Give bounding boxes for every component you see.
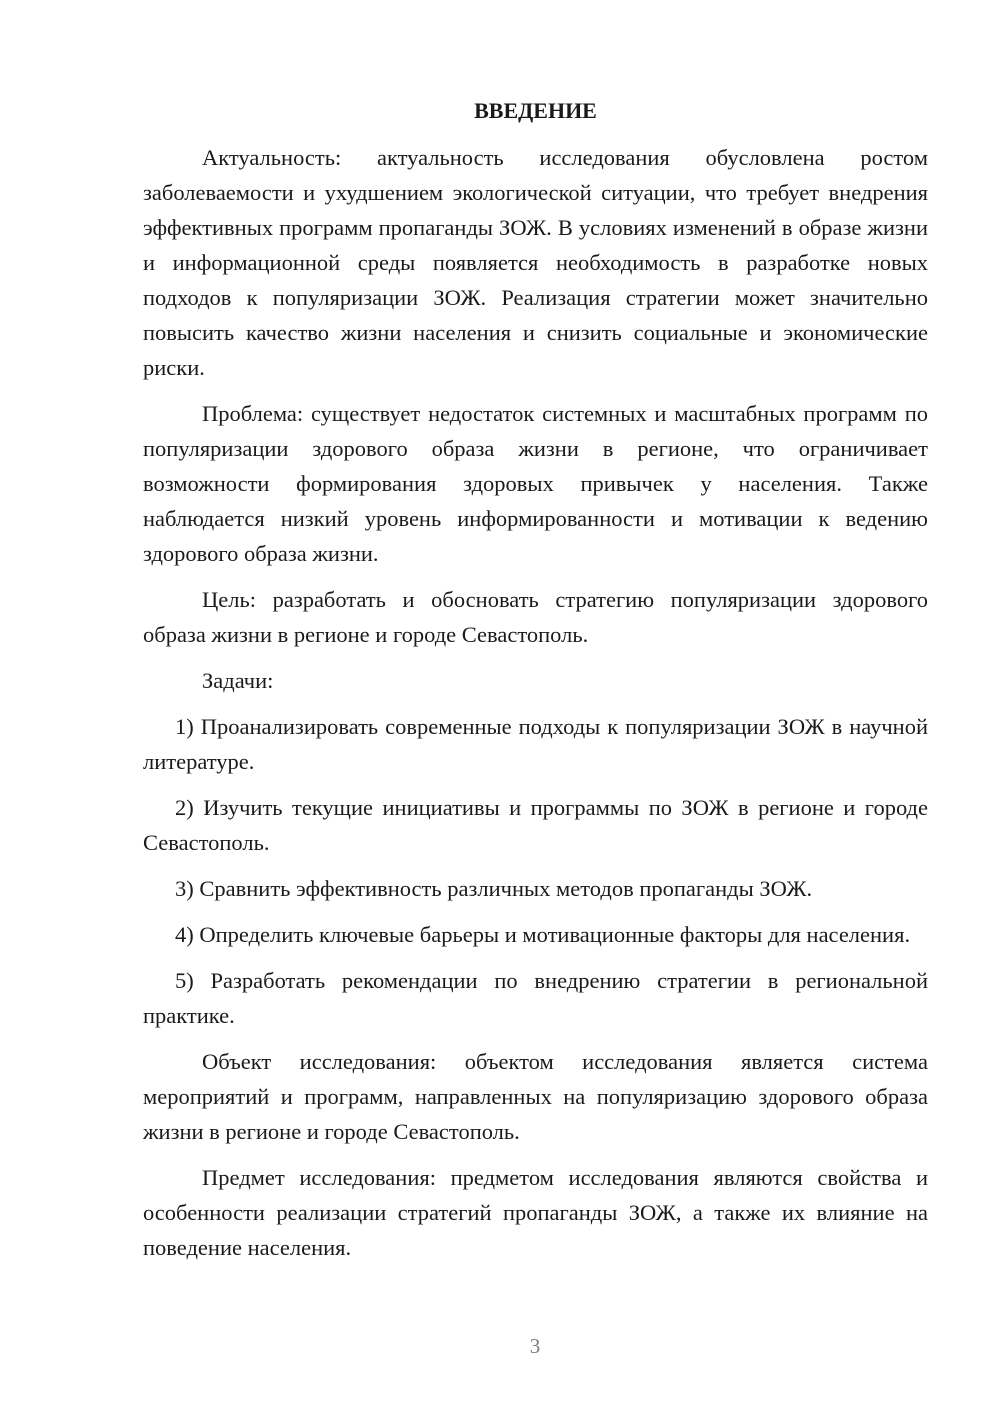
page-number: 3 [529, 1334, 541, 1358]
document-page [143, 94, 928, 1265]
task-item-3: 3) Сравнить эффективность различных методов пропаганды ЗОЖ. [175, 876, 813, 901]
task-item-1: 1) Проанализировать современные подходы к популяризации ЗОЖ в научной литературе. [143, 714, 928, 774]
tasks-heading: Задачи: [202, 668, 274, 693]
paragraph-relevance: Актуальность: актуальность исследования обусловлена ростом заболеваемости и ухудшением экологической ситуации, что требует внедрения эффективных программ пропаганды ЗОЖ. В условиях изменений в образе жизни и информационной среды появляется необходимость в разработке новых подходов к популяризации ЗОЖ. Реализация стратегии может значительно повысить качество жизни населения и снизить социальные и экономические риски. [143, 145, 928, 380]
task-item-5: 5) Разработать рекомендации по внедрению стратегии в региональной практике. [143, 968, 928, 1028]
paragraph-problem: Проблема: существует недостаток системных и масштабных программ по популяризации здорового образа жизни в регионе, что ограничивает возможности формирования здоровых привычек у населения. Также наблюдается низкий уровень информированности и мотивации к ведению здорового образа жизни. [143, 401, 928, 566]
paragraph-goal: Цель: разработать и обосновать стратегию популяризации здорового образа жизни в регионе и городе Севастополь. [143, 587, 928, 647]
task-item-2: 2) Изучить текущие инициативы и программы по ЗОЖ в регионе и городе Севастополь. [143, 795, 928, 855]
task-item-4: 4) Определить ключевые барьеры и мотивационные факторы для населения. [175, 922, 911, 947]
paragraph-object: Объект исследования: объектом исследования является система мероприятий и программ, направленных на популяризацию здорового образа жизни в регионе и городе Севастополь. [143, 1049, 928, 1144]
paragraph-subject: Предмет исследования: предметом исследования являются свойства и особенности реализации стратегий пропаганды ЗОЖ, а также их влияние на поведение населения. [143, 1165, 928, 1260]
section-title: ВВЕДЕНИЕ [474, 98, 597, 123]
